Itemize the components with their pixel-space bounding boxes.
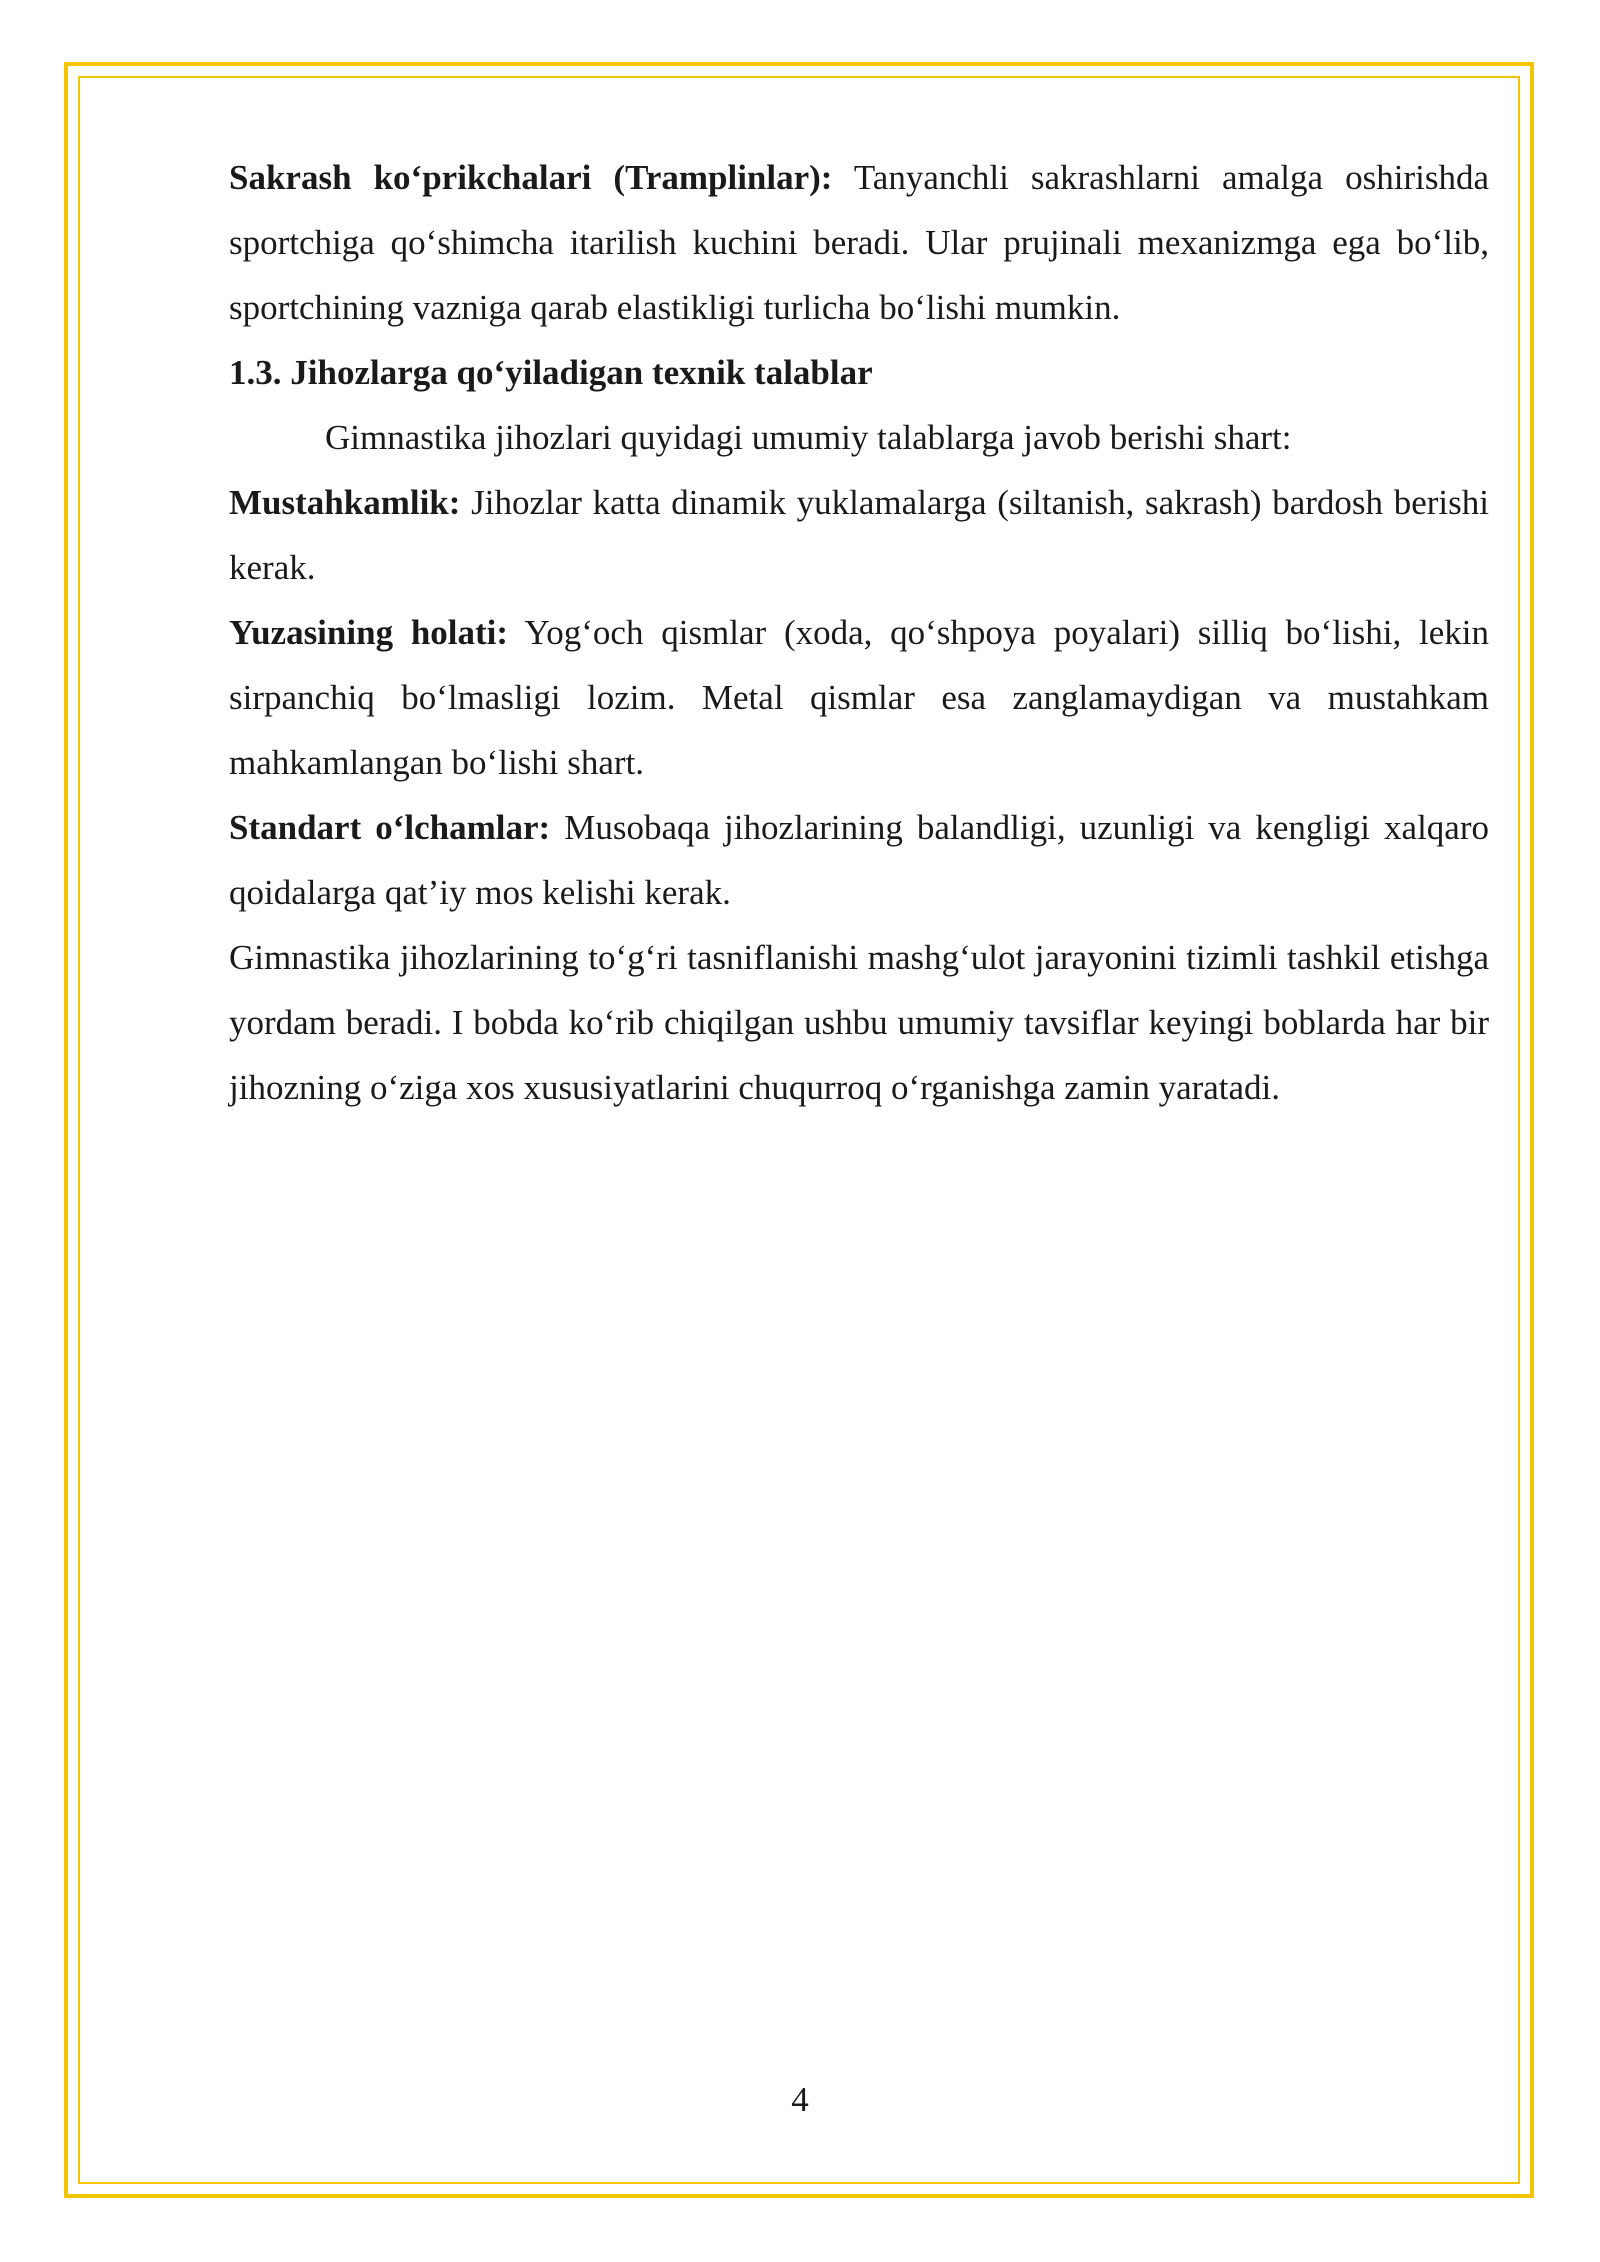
paragraph-tramplin: [229, 145, 1489, 340]
text-mustahkamlik: Jihozlar katta dinamik yuklamalarga (siltanish, sakrash) bardosh berishi kerak.: [229, 483, 1489, 587]
paragraph-intro: Gimnastika jihozlari quyidagi umumiy talablarga javob berishi shart:: [325, 418, 1292, 457]
text-tramplin: Tanyanchli sakrashlarni amalga oshirishda sportchiga qo‘shimcha itarilish kuchini beradi. Ular prujinali mexanizmga ega bo‘lib, sportchining vazniga qarab elastikligi turlicha bo‘lishi mumkin.: [229, 158, 1489, 327]
paragraph-standart: [229, 795, 1489, 925]
section-heading: 1.3. Jihozlarga qo‘yiladigan texnik talablar: [229, 353, 873, 392]
term-yuzasi: Yuzasining holati:: [229, 613, 509, 652]
paragraph-mustahkamlik: [229, 470, 1489, 600]
paragraph-conclusion: Gimnastika jihozlarining to‘g‘ri tasniflanishi mashg‘ulot jarayonini tizimli tashkil etishga yordam beradi. I bobda ko‘rib chiqilgan ushbu umumiy tavsiflar keyingi boblarda har bir jihozning o‘ziga xos xususiyatlarini chuqurroq o‘rganishga zamin yaratadi.: [229, 938, 1489, 1107]
text-standart: Musobaqa jihozlarining balandligi, uzunligi va kengligi xalqaro qoidalarga qat’iy mos kelishi kerak.: [229, 808, 1489, 912]
page-content: [229, 145, 1489, 1120]
text-yuzasi: Yog‘och qismlar (xoda, qo‘shpoya poyalari) silliq bo‘lishi, lekin sirpanchiq bo‘lmasligi lozim. Metal qismlar esa zanglamaydigan va mustahkam mahkamlangan bo‘lishi shart.: [229, 613, 1489, 782]
term-tramplin: Sakrash ko‘prikchalari (Tramplinlar):: [229, 158, 833, 197]
page-number: 4: [791, 2080, 809, 2119]
paragraph-yuzasi: [229, 600, 1489, 795]
term-mustahkamlik: Mustahkamlik:: [229, 483, 461, 522]
term-standart: Standart o‘lchamlar:: [229, 808, 551, 847]
